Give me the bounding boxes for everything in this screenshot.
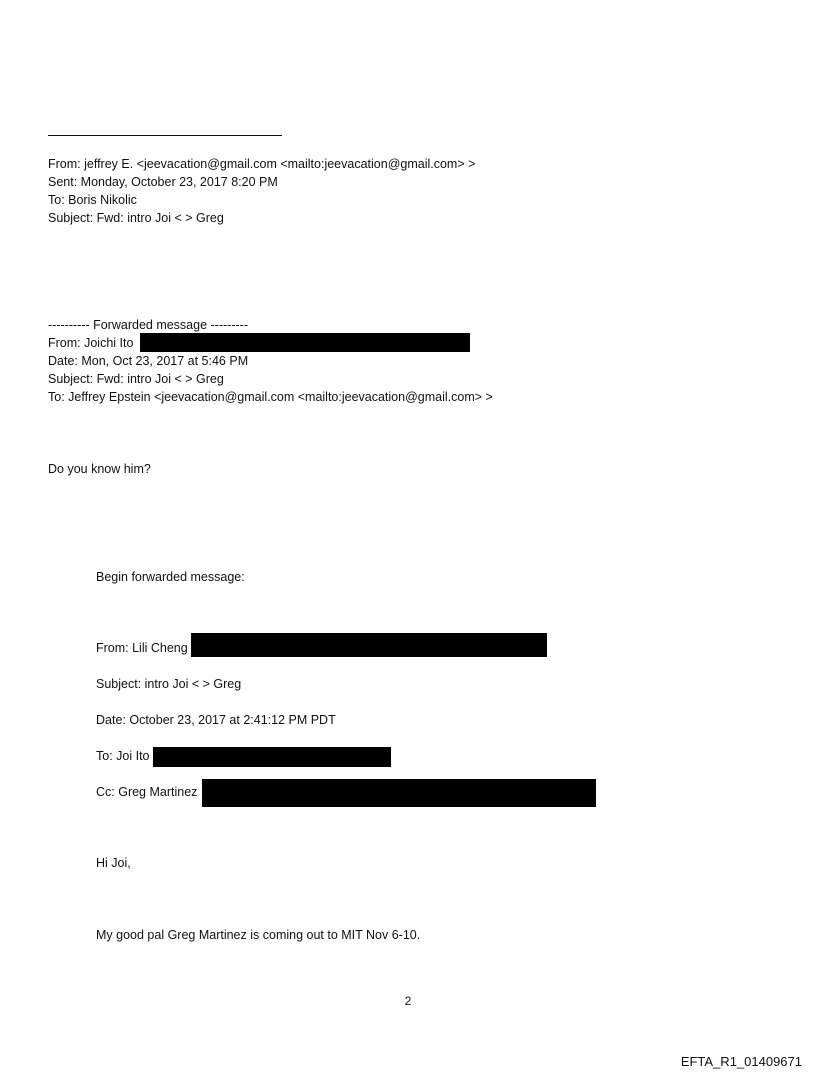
body-line: My good pal Greg Martinez is coming out to MIT Nov 6-10.	[96, 928, 421, 942]
forward1-to: To: Jeffrey Epstein <jeevacation@gmail.com <mailto:jeevacation@gmail.com> >	[48, 390, 493, 404]
header-from: From: jeffrey E. <jeevacation@gmail.com <mailto:jeevacation@gmail.com> >	[48, 157, 476, 171]
header-subject: Subject: Fwd: intro Joi < > Greg	[48, 211, 224, 225]
page-number: 2	[404, 994, 412, 1008]
body-question: Do you know him?	[48, 462, 151, 476]
forward2-from: From: Lili Cheng	[96, 641, 188, 655]
forward1-subject: Subject: Fwd: intro Joi < > Greg	[48, 372, 224, 386]
bates-number: EFTA_R1_01409671	[680, 1054, 802, 1069]
forward2-subject: Subject: intro Joi < > Greg	[96, 677, 242, 691]
begin-forwarded-label: Begin forwarded message:	[96, 570, 245, 584]
greeting: Hi Joi,	[96, 856, 131, 870]
separator-rule	[48, 135, 282, 136]
forwarded-separator: ---------- Forwarded message ---------	[48, 318, 248, 332]
redaction-block	[202, 779, 596, 807]
redaction-block	[140, 333, 470, 352]
redaction-block	[153, 747, 391, 767]
forward1-date: Date: Mon, Oct 23, 2017 at 5:46 PM	[48, 354, 249, 368]
forward2-to: To: Joi Ito	[96, 749, 150, 763]
header-sent: Sent: Monday, October 23, 2017 8:20 PM	[48, 175, 278, 189]
header-to: To: Boris Nikolic	[48, 193, 137, 207]
redaction-block	[191, 633, 547, 657]
forward2-cc: Cc: Greg Martinez	[96, 785, 198, 799]
forward2-date: Date: October 23, 2017 at 2:41:12 PM PDT	[96, 713, 336, 727]
forward1-from: From: Joichi Ito	[48, 336, 134, 350]
